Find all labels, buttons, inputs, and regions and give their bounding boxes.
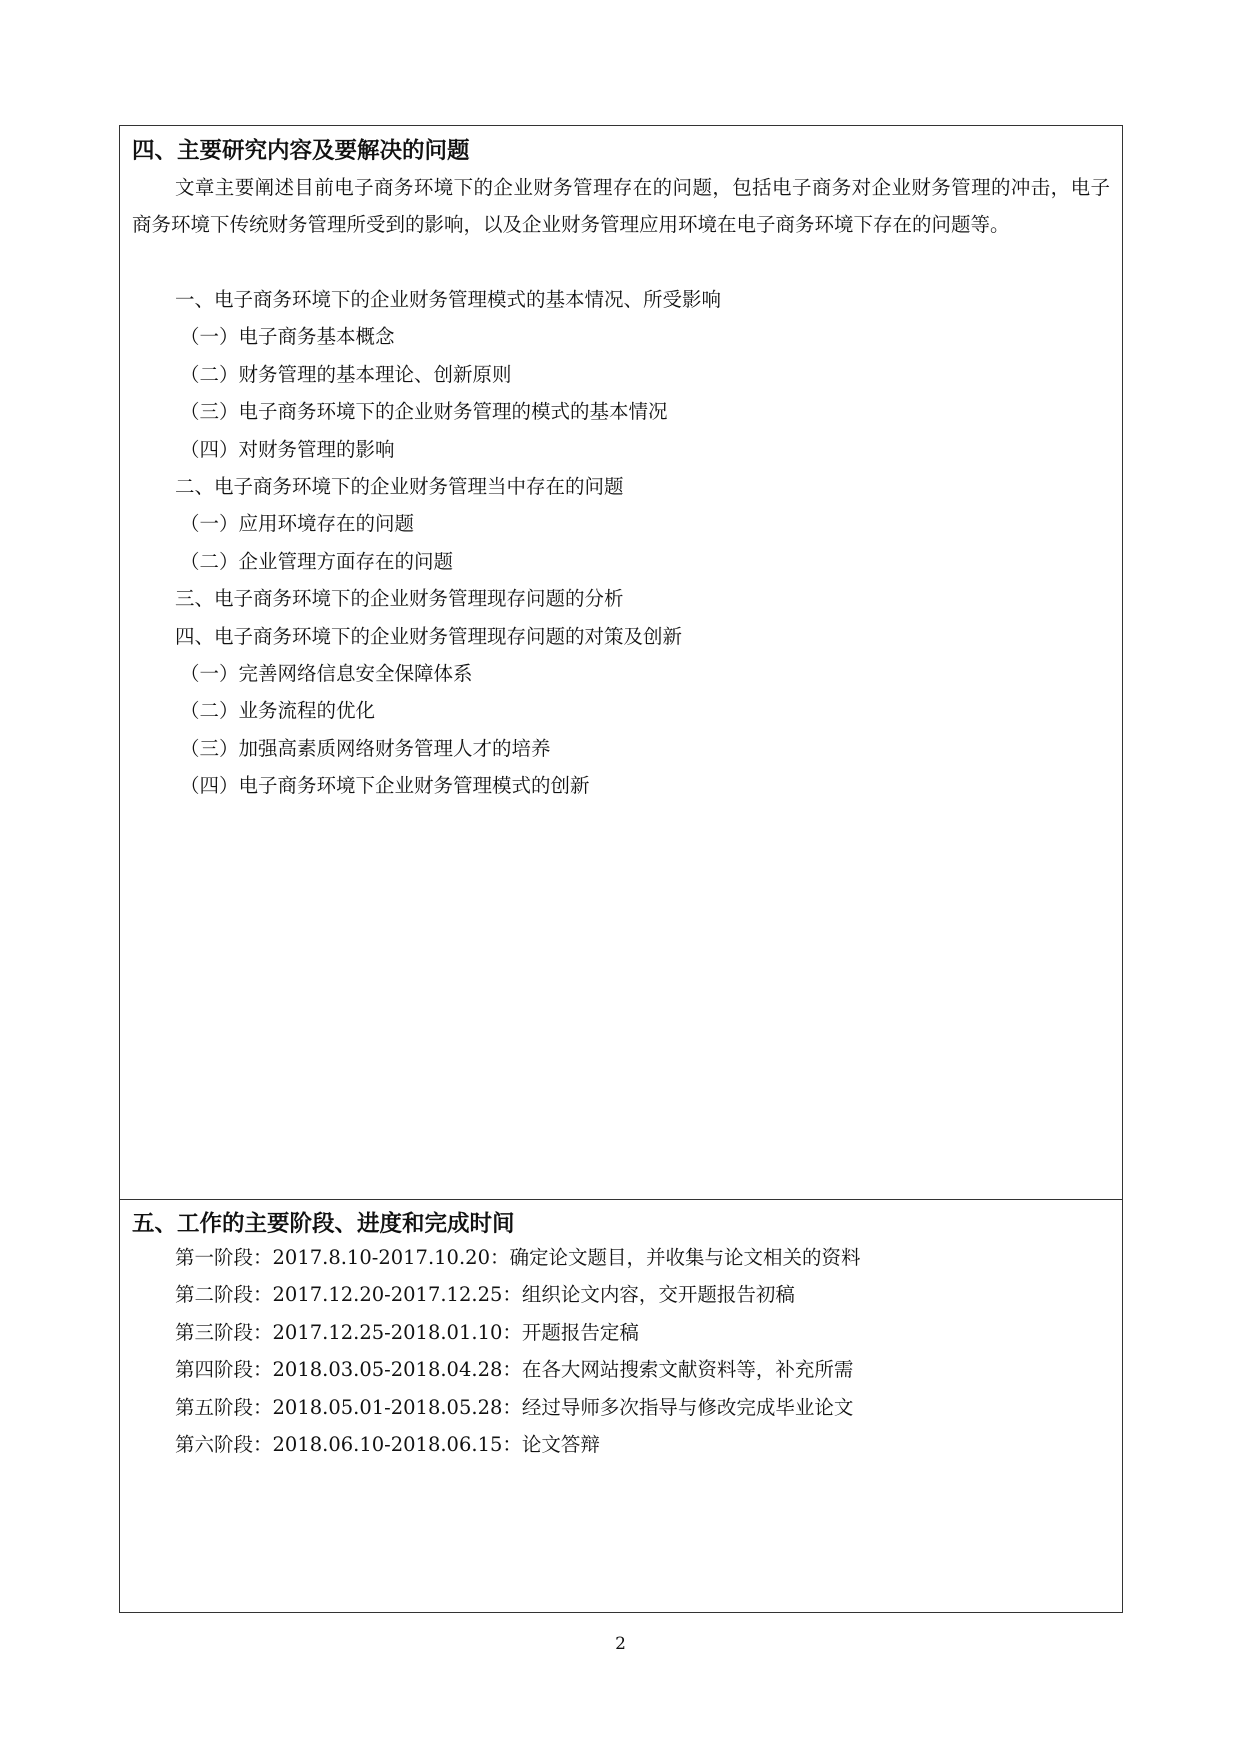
outline-chapter-item: 二、电子商务环境下的企业财务管理当中存在的问题 <box>175 474 624 498</box>
section-4-heading: 四、主要研究内容及要解决的问题 <box>132 138 470 164</box>
outline-subsection-item: （一）完善网络信息安全保障体系 <box>180 661 473 685</box>
schedule-stage-item: 第三阶段：2017.12.25-2018.01.10：开题报告定稿 <box>175 1320 639 1344</box>
schedule-section <box>120 1199 1122 1612</box>
schedule-stage-item: 第二阶段：2017.12.20-2017.12.25：组织论文内容，交开题报告初稿 <box>175 1283 795 1307</box>
outline-chapter-item: 一、电子商务环境下的企业财务管理模式的基本情况、所受影响 <box>175 288 722 311</box>
schedule-stage-item: 第四阶段：2018.03.05-2018.04.28：在各大网站搜索文献资料等，补充所需 <box>175 1358 854 1382</box>
research-outline-list <box>120 281 1122 804</box>
research-content-section <box>120 126 1122 1200</box>
section-5-heading: 五、工作的主要阶段、进度和完成时间 <box>132 1211 515 1237</box>
schedule-stage-item: 第五阶段：2018.05.01-2018.05.28：经过导师多次指导与修改完成毕业论文 <box>175 1395 854 1419</box>
schedule-stage-item: 第六阶段：2018.06.10-2018.06.15：论文答辩 <box>175 1432 600 1456</box>
schedule-stage-item: 第一阶段：2017.8.10-2017.10.20：确定论文题目，并收集与论文相关的资料 <box>175 1246 861 1269</box>
schedule-stage-list <box>120 1239 1122 1463</box>
outline-subsection-item: （二）企业管理方面存在的问题 <box>180 549 454 573</box>
outline-subsection-item: （二）财务管理的基本理论、创新原则 <box>180 362 512 386</box>
outline-subsection-item: （四）电子商务环境下企业财务管理模式的创新 <box>180 774 590 798</box>
proposal-form-table <box>119 125 1123 1613</box>
outline-subsection-item: （二）业务流程的优化 <box>180 699 376 723</box>
section-4-intro-paragraph: 文章主要阐述目前电子商务环境下的企业财务管理存在的问题，包括电子商务对企业财务管理的冲击，电子商务环境下传统财务管理所受到的影响，以及企业财务管理应用环境在电子商务环境下存在的问题等。 <box>132 176 1110 236</box>
outline-subsection-item: （一）应用环境存在的问题 <box>180 512 415 536</box>
outline-subsection-item: （三）电子商务环境下的企业财务管理的模式的基本情况 <box>180 400 668 424</box>
outline-subsection-item: （四）对财务管理的影响 <box>180 437 395 461</box>
outline-chapter-item: 三、电子商务环境下的企业财务管理现存问题的分析 <box>175 587 624 611</box>
outline-subsection-item: （三）加强高素质网络财务管理人才的培养 <box>180 736 551 760</box>
page-number: 2 <box>615 1634 626 1654</box>
outline-chapter-item: 四、电子商务环境下的企业财务管理现存问题的对策及创新 <box>175 624 683 648</box>
outline-subsection-item: （一）电子商务基本概念 <box>180 325 395 349</box>
